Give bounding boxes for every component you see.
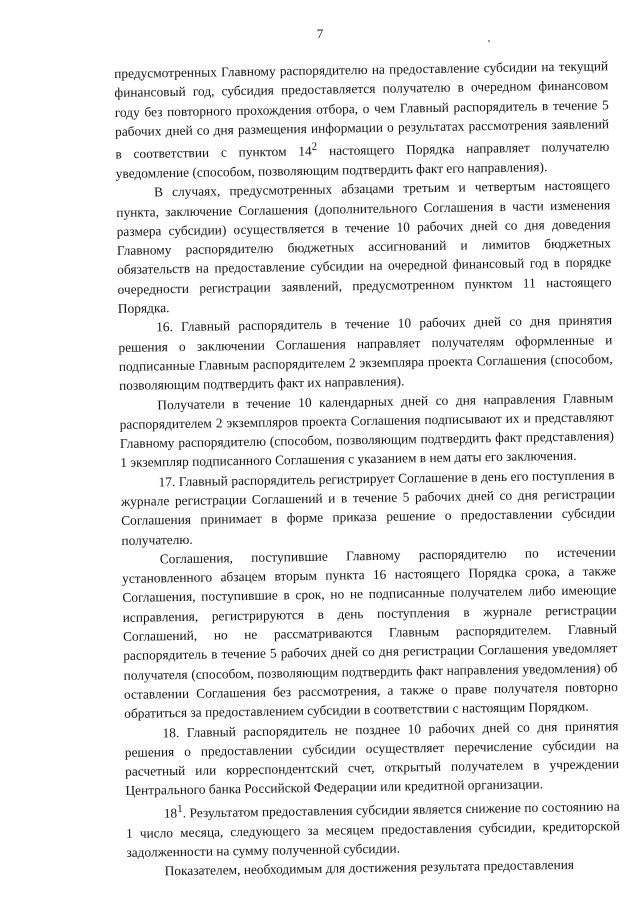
paragraph-9: Показателем, необходимым для достижения результата предоставления: [164, 856, 575, 879]
paragraph-5: 17. Главный распорядитель регистрирует Соглашение в день его поступления в журнале регистрации Соглашений и в течение 5 рабочих дней со дня регистрации Соглашения принимает в форме приказа решение о предоставлении субсидии получателю.: [120, 466, 616, 548]
paragraph-8: $18^1$. Результатом предоставления субсидии является снижение по состоянию на 1 число месяца, следующего за месяцем предоставления субсидии, кредиторской задолженности на сумму полученной субсидии.: [125, 798, 621, 860]
paragraph-1: предусмотренных Главному распорядителю на предоставление субсидии на текущий финансовый год, субсидия предоставляется получателю в очередном финансовом году без повторного прохождения отбора, о чем Главный распорядитель в течение 5 рабочих дней со дня размещения информации о результатах рассмотрения заявлений в соответствии с пунктом $14^2$ настоящего Порядка направляет получателю уведомление (способом, позволяющим подтвердить факт его направления).: [114, 58, 610, 181]
paragraph-4: Получатели в течение 10 календарных дней со дня направления Главным распорядителем 2 экземпляров проекта Соглашения подписывают их и представляют Главному распорядителю (способом, позволяющим подтвердить факт представления) 1 экземпляр подписанного Соглашения с указанием в нем даты его заключения.: [119, 389, 615, 471]
body-text: [114, 56, 621, 881]
superscript: 1: [177, 802, 183, 815]
superscript: 2: [311, 141, 318, 154]
paragraph-2: В случаях, предусмотренных абзацами третьим и четвертым настоящего пункта, заключение Соглашения (дополнительного Соглашения в части изменения размера субсидии) осуществляется в течение 10 рабочих дней со дня доведения Главному распорядителю бюджетных ассигнований и лимитов бюджетных обязательств на предоставление субсидии на очередной финансовый год в порядке очередности регистрации заявлений, предусмотренном пунктом 11 настоящего Порядка.: [116, 177, 612, 317]
paragraph-3: 16. Главный распорядитель в течение 10 рабочих дней со дня принятия решения о заключении Соглашения направляет получателям оформленные и подписанные Главным распорядителем 2 экземпляра проекта Соглашения (способом, позволяющим подтвердить факт их направления).: [118, 312, 613, 394]
paragraph-6: Соглашения, поступившие Главному распорядителю по истечении установленного абзацем вторым пункта 16 настоящего Порядка срока, а также Соглашения, поступившие в срок, но не подписанные получателем либо имеющие исправления, регистрируются в день поступления в журнале регистрации Соглашений, но не рассматриваются Главным распорядителем. Главный распорядитель в течение 5 рабочих дней со дня регистрации Соглашения уведомляет получателя (способом, позволяющим подтвердить факт направления уведомления) об оставлении Соглашения без рассмотрения, а также о праве получателя повторно обратиться за предоставлением субсидии в соответствии с настоящим Порядком.: [121, 544, 618, 722]
page-number: 7: [316, 26, 324, 41]
paragraph-7: 18. Главный распорядитель не позднее 10 рабочих дней со дня принятия решения о предоставлении субсидии осуществляет перечисление субсидии на расчетный или корреспондентский счет, открытый получателем в учреждении Центрального банка Российской Федерации или кредитной организации.: [124, 717, 620, 799]
scan-speck: [488, 40, 490, 42]
